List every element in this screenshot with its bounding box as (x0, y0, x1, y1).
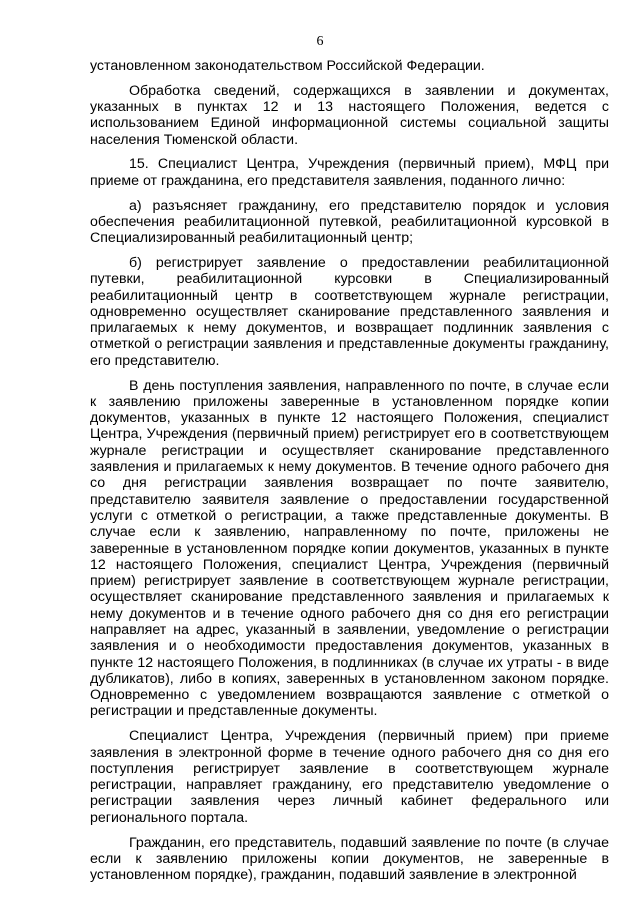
paragraph-data-processing: Обработка сведений, содержащихся в заявлении и документах, указанных в пунктах 12 и 13 настоящего Положения, ведется с использованием Единой информационной системы социальной защиты населения Тюменской области. (90, 82, 609, 148)
paragraph-citizen-representative: Гражданин, его представитель, подавший заявление по почте (в случае если к заявлению приложены копии документов, не заверенные в установленном порядке), гражданин, подавший заявление в электронной (90, 834, 609, 884)
paragraph-postal-application: В день поступления заявления, направленного по почте, в случае если к заявлению приложены заверенные в установленном порядке копии документов, указанных в пункте 12 настоящего Положения, специалист Центра, Учреждения (первичный прием) регистрирует его в соответствующем журнале регистрации и осуществляет сканирование представленного заявления и прилагаемых к нему документов. В течение одного рабочего дня со дня регистрации заявления возвращает по почте заявителю, представителю заявителя заявление о предоставлении государственной услуги с отметкой о регистрации, а также представленные документы. В случае если к заявлению, направленному по почте, приложены не заверенные в установленном порядке копии документов, указанных в пункте 12 настоящего Положения, специалист Центра, Учреждения (первичный прием) регистрирует заявление в соответствующем журнале регистрации, осуществляет сканирование представленного заявления и прилагаемых к нему документов и в течение одного рабочего дня со дня его регистрации направляет на адрес, указанный в заявлении, уведомление о регистрации заявления и о необходимости предоставления документов, указанных в пункте 12 настоящего Положения, в подлинниках (в случае их утраты - в виде дубликатов), либо в копиях, заверенных в установленном законом порядке. Одновременно с уведомлением возвращаются заявление с отметкой о регистрации и представленные документы. (90, 377, 609, 720)
paragraph-electronic-application: Специалист Центра, Учреждения (первичный прием) при приеме заявления в электронной форме в течение одного рабочего дня со дня его поступления регистрирует заявление в соответствующем журнале регистрации, направляет гражданину, его представителю уведомление о регистрации заявления через личный кабинет федерального или регионального портала. (90, 728, 609, 826)
page-number: 6 (316, 34, 324, 49)
paragraph-subclause-a: а) разъясняет гражданину, его представителю порядок и условия обеспечения реабилитационной путевкой, реабилитационной курсовкой в Специализированный реабилитационный центр; (90, 197, 609, 247)
paragraph-continuation: установленном законодательством Российской Федерации. (90, 58, 485, 74)
paragraph-subclause-b: б) регистрирует заявление о предоставлении реабилитационной путевки, реабилитационной курсовки в Специализированный реабилитационный центр в соответствующем журнале регистрации, одновременно осуществляет сканирование представленного заявления и прилагаемых к нему документов, и возвращает подлинник заявления с отметкой о регистрации заявления и представленные документы гражданину, его представителю. (90, 254, 609, 369)
document-body (90, 58, 609, 892)
paragraph-clause-15: 15. Специалист Центра, Учреждения (первичный прием), МФЦ при приеме от гражданина, его представителя заявления, поданного лично: (90, 156, 609, 189)
